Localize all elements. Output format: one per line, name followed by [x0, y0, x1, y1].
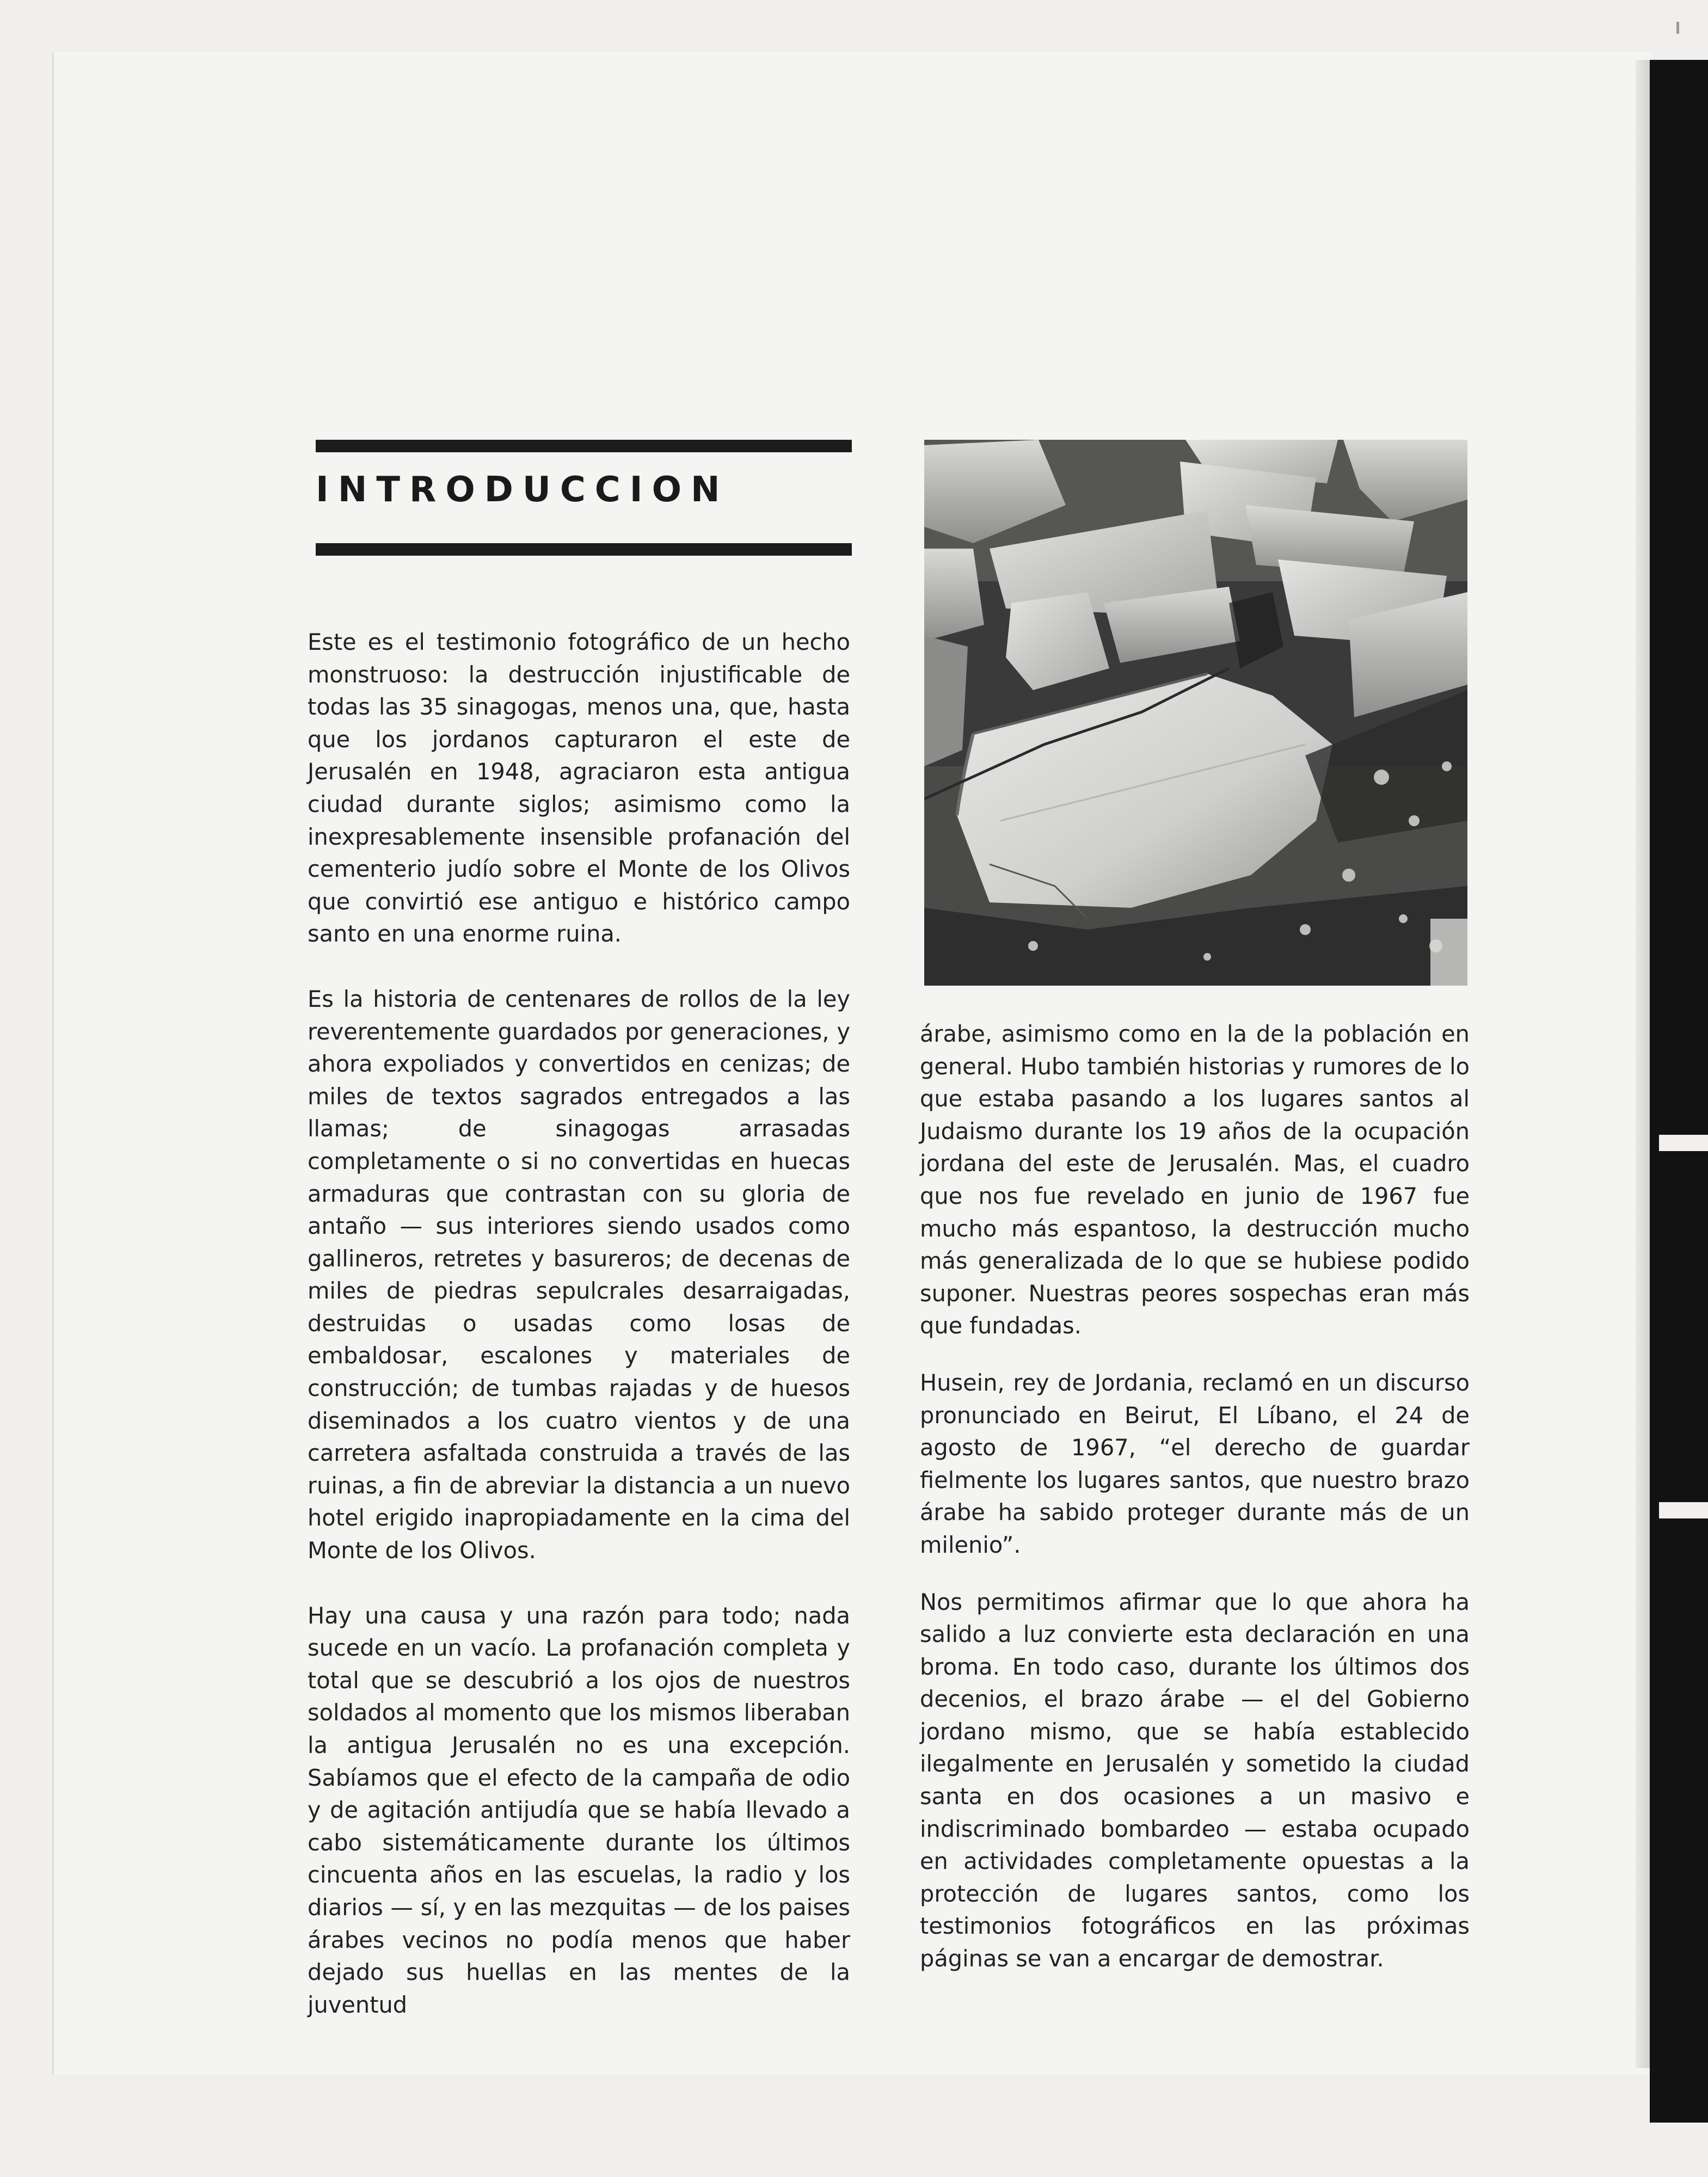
- right-text-column: [920, 1018, 1470, 1975]
- left-text-column: [308, 626, 850, 2021]
- paragraph: Hay una causa y una razón para todo; nada sucede en un vacío. La profanación completa y total que se descubrió a los ojos de nuestros soldados al momento que los mismos liberaban la antigua Jerusalén no es una excepción. Sabíamos que el efecto de la campaña de odio y de agitación antijudía que se había llevado a cabo sistemáticamente durante los últimos cincuenta años en las escuelas, la radio y los diarios — sí, y en las mezquitas — de los paises árabes vecinos no podía menos que haber dejado sus huellas en las mentes de la juventud: [308, 1602, 850, 2018]
- paragraph: árabe, asimismo como en la de la población en general. Hubo también historias y rumores de lo que estaba pasando a los lugares santos al Judaismo durante los 19 años de la ocupación jordana del este de Jerusalén. Mas, el cuadro que nos fue revelado en junio de 1967 fue mucho más espantoso, la destrucción mucho más generalizada de lo que se hubiese podido suponer. Nuestras peores sospechas eran más que fundadas.: [920, 1020, 1470, 1339]
- binding-strip-gap: [1659, 1135, 1708, 1151]
- binding-strip: [1650, 60, 1708, 2123]
- heading-rule-top: [316, 440, 852, 452]
- scan-mark: [1676, 22, 1679, 34]
- page-edge: [1636, 60, 1650, 2068]
- page-title: INTRODUCCION: [316, 470, 729, 510]
- binding-strip-gap: [1659, 1502, 1708, 1518]
- paragraph: Es la historia de centenares de rollos de la ley reverentemente guardados por generaciones, y ahora expoliados y convertidos en cenizas; de miles de textos sagrados entregados a las llamas; de sinagogas arrasadas completamente o si no convertidas en huecas armaduras que contrastan con su gloria de antaño — sus interiores siendo usados como gallineros, retretes y basureros; de decenas de miles de piedras sepulcrales desarraigadas, destruidas o usadas como losas de embaldosar, escalones y materiales de construcción; de tumbas rajadas y de huesos diseminados a los cuatro vientos y de una carretera asfaltada construida a través de las ruinas, a fin de abreviar la distancia a un nuevo hotel erigido inapropiadamente en la cima del Monte de los Olivos.: [308, 985, 850, 1564]
- paragraph: Husein, rey de Jordania, reclamó en un discurso pronunciado en Beirut, El Líbano, el 24 de agosto de 1967, “el derecho de guardar fielmente los lugares santos, que nuestro brazo árabe ha sabido proteger durante más de un milenio”.: [920, 1369, 1470, 1558]
- paragraph: Nos permitimos afirmar que lo que ahora ha salido a luz convierte esta declaración en una broma. En todo caso, durante los últimos dos decenios, el brazo árabe — el del Gobierno jordano mismo, que se había establecido ilegalmente en Jerusalén y sometido la ciudad santa en dos ocasiones a un masivo e indiscriminado bombardeo — estaba ocupado en actividades completamente opuestas a la protección de lugares santos, como los testimonios fotográficos en las próximas páginas se van a encargar de demostrar.: [920, 1588, 1470, 1972]
- heading-rule-bottom: [316, 543, 852, 556]
- paragraph: Este es el testimonio fotográfico de un hecho monstruoso: la destrucción injustificable de todas las 35 sinagogas, menos una, que, hasta que los jordanos capturaron el este de Jerusalén en 1948, agraciaron esta antigua ciudad durante siglos; asimismo como la inexpresablemente insensible profanación del cementerio judío sobre el Monte de los Olivos que convirtió ese antiguo e histórico campo santo en una enorme ruina.: [308, 629, 850, 948]
- photograph-destroyed-stones: [924, 440, 1467, 986]
- stone-ruins-photo-icon: [924, 440, 1467, 986]
